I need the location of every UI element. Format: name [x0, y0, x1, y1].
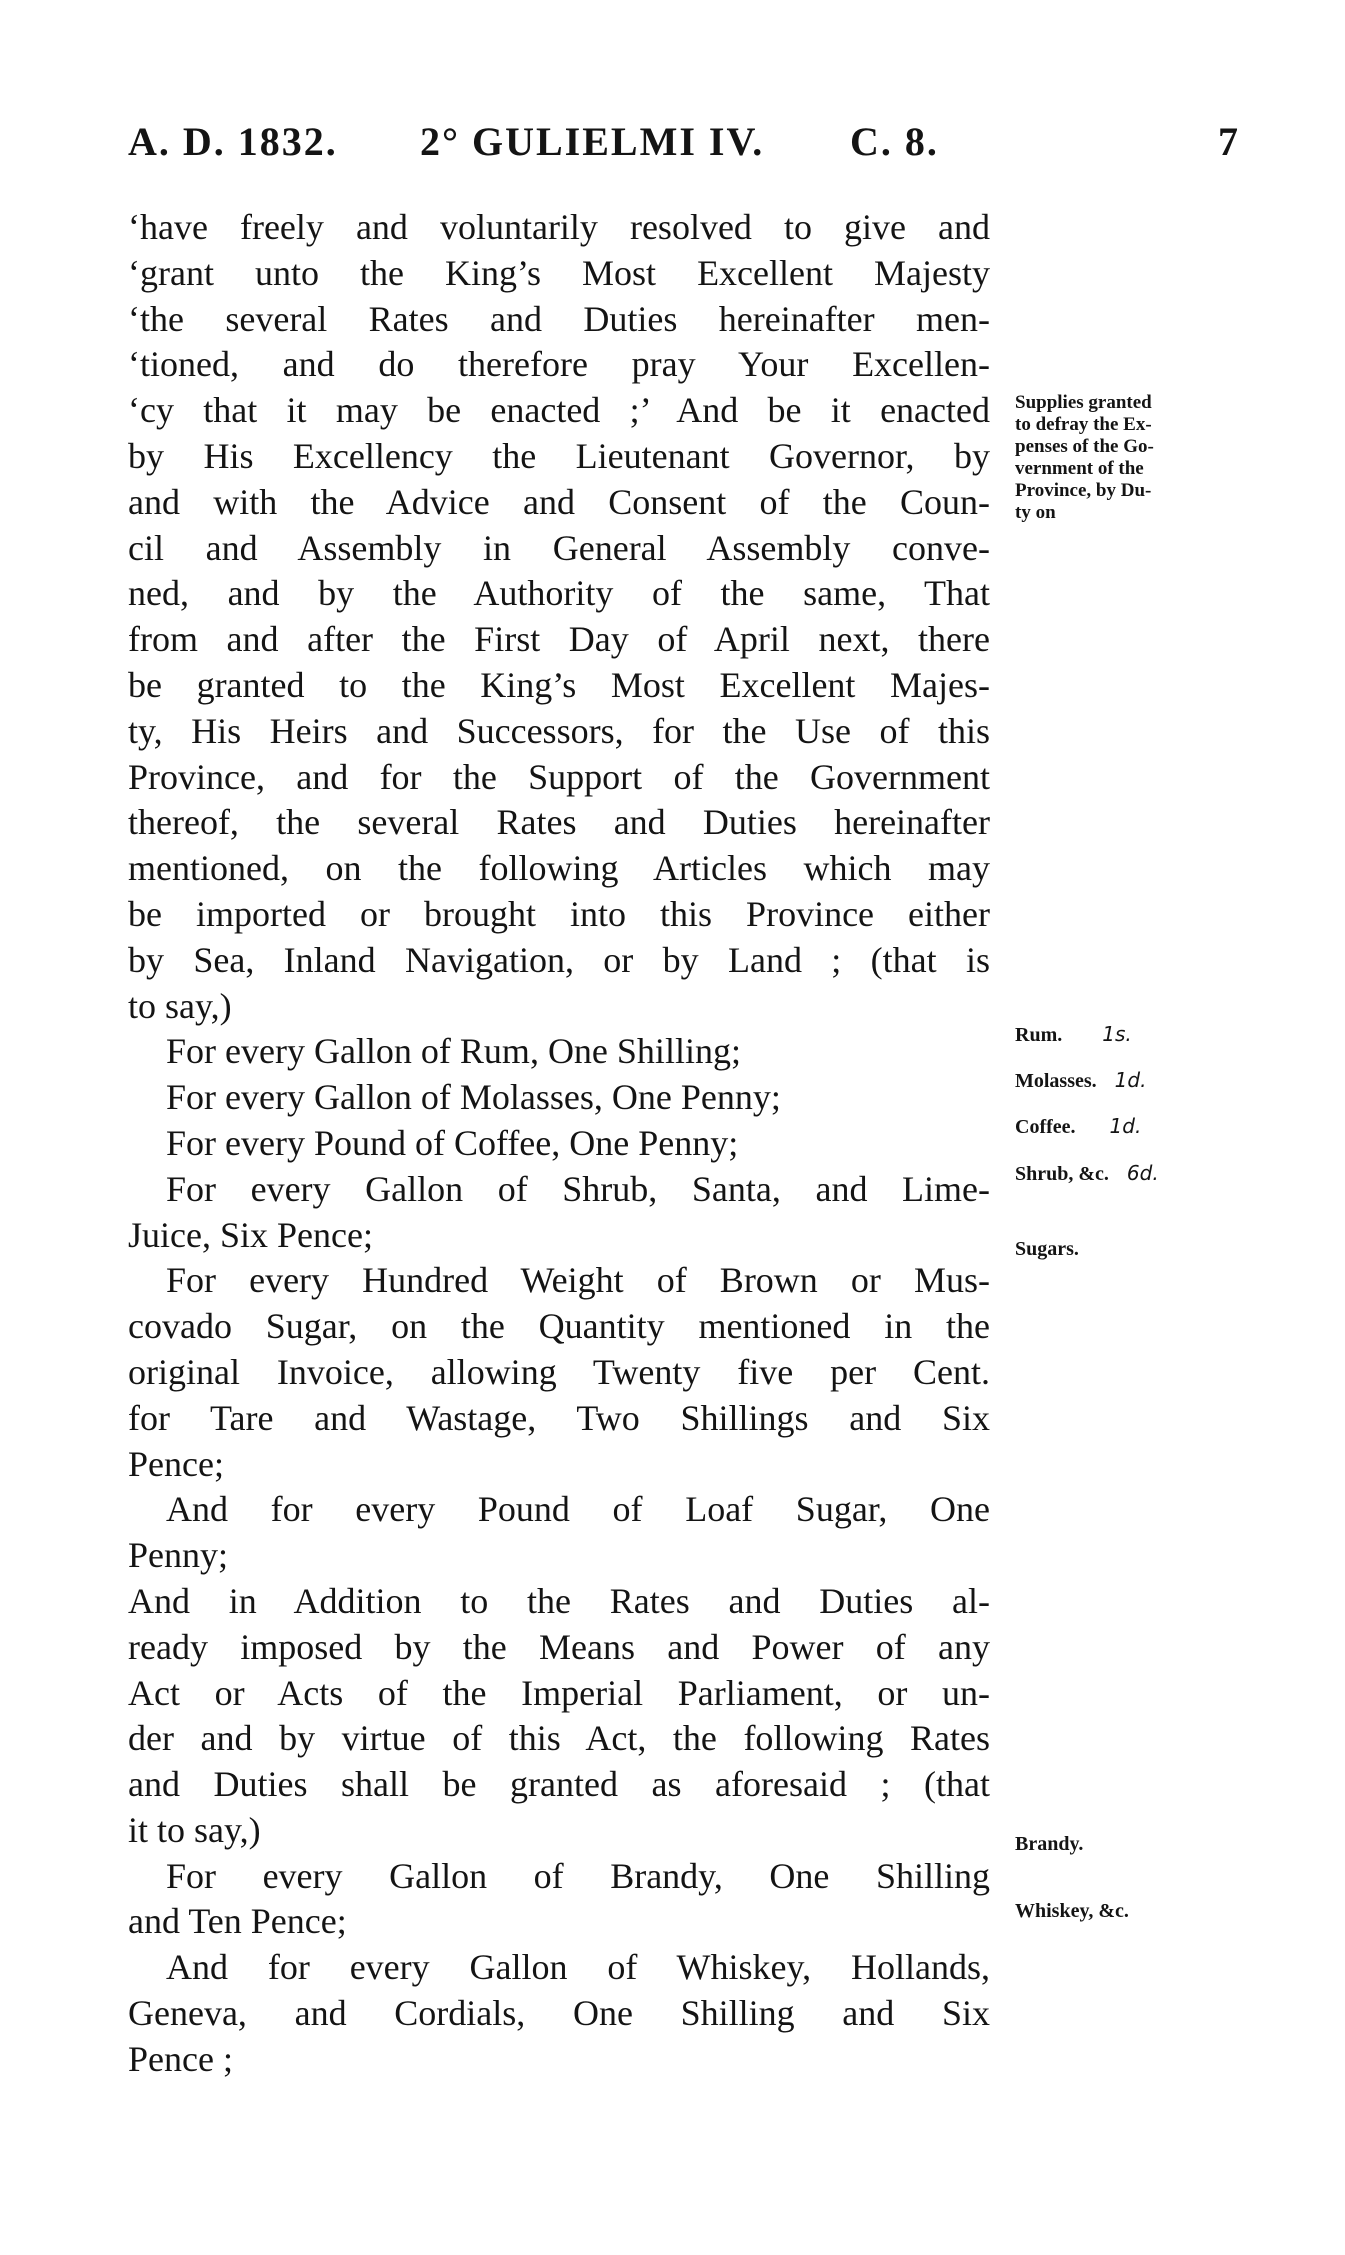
margin-note-brandy: Brandy. [1015, 1833, 1084, 1855]
text-line: to say,) [128, 985, 232, 1026]
text-line: And in Addition to the Rates and Duties al- [128, 1580, 990, 1621]
margin-note-supplies [1015, 392, 1154, 524]
text-line: ‘have freely and voluntarily resolved to give and [128, 207, 990, 247]
margin-note-rate: 1d. [1114, 1068, 1147, 1092]
text-line: be imported or brought into this Province either [128, 893, 990, 934]
margin-note-shrub [1015, 1161, 1159, 1186]
text-line: For every Gallon of Shrub, Santa, and Lime- [166, 1168, 990, 1209]
text-line: For every Gallon of Brandy, One Shilling [166, 1855, 990, 1896]
text-line: ‘cy that it may be enacted ;’ And be it enacted [128, 390, 990, 431]
text-line: by Sea, Inland Navigation, or by Land ; (that is [128, 939, 990, 980]
text-line: For every Pound of Coffee, One Penny; [166, 1122, 739, 1163]
margin-note-whiskey: Whiskey, &c. [1015, 1900, 1129, 1922]
text-line: Pence ; [128, 2038, 233, 2079]
text-line: ty, His Heirs and Successors, for the Use of this [128, 710, 990, 751]
header-reign: 2° GULIELMI IV. [420, 119, 765, 164]
text-line: ned, and by the Authority of the same, That [128, 573, 990, 614]
margin-note-rate: 6d. [1126, 1161, 1159, 1185]
text-line: mentioned, on the following Articles which may [128, 848, 990, 889]
text-line: be granted to the King’s Most Excellent Majes- [128, 664, 990, 705]
margin-note-line: Province, by Du- [1015, 480, 1152, 501]
text-line: and with the Advice and Consent of the Coun- [128, 481, 990, 522]
text-line: Juice, Six Pence; [128, 1214, 373, 1255]
text-line: for Tare and Wastage, Two Shillings and Six [128, 1397, 990, 1438]
text-line: ‘grant unto the King’s Most Excellent Majesty [128, 252, 990, 293]
text-line: For every Hundred Weight of Brown or Mus- [166, 1260, 990, 1301]
text-line: And for every Pound of Loaf Sugar, One [166, 1489, 990, 1530]
text-line: der and by virtue of this Act, the following Rates [128, 1718, 990, 1759]
margin-note-label: Coffee. [1015, 1116, 1076, 1138]
margin-note-line: Supplies granted [1015, 392, 1152, 413]
margin-note-rate: 1s. [1102, 1022, 1132, 1046]
margin-note-sugars: Sugars. [1015, 1238, 1079, 1260]
margin-note-line: ty on [1015, 502, 1056, 523]
text-line: thereof, the several Rates and Duties hereinafter [128, 802, 990, 843]
text-line: For every Gallon of Molasses, One Penny; [166, 1077, 781, 1118]
margin-note-line: penses of the Go- [1015, 436, 1154, 457]
text-line: ‘tioned, and do therefore pray Your Excellen- [128, 344, 990, 385]
margin-note-label: Rum. [1015, 1024, 1063, 1046]
text-line: covado Sugar, on the Quantity mentioned in the [128, 1306, 990, 1347]
header-chapter: C. 8. [850, 119, 939, 164]
text-line: Act or Acts of the Imperial Parliament, or un- [128, 1672, 990, 1713]
text-line: Geneva, and Cordials, One Shilling and Six [128, 1993, 990, 2034]
text-line: ‘the several Rates and Duties hereinafter men- [128, 298, 990, 339]
text-line: ready imposed by the Means and Power of any [128, 1626, 990, 1667]
margin-note-rate: 1d. [1109, 1114, 1142, 1138]
margin-note-coffee [1015, 1114, 1141, 1139]
running-header [128, 118, 1248, 168]
margin-note-label: Molasses. [1015, 1070, 1097, 1092]
text-line: original Invoice, allowing Twenty five per Cent. [128, 1351, 990, 1392]
text-line: and Duties shall be granted as aforesaid ; (that [128, 1764, 990, 1805]
text-line: it to say,) [128, 1809, 261, 1850]
statute-text [128, 205, 990, 2083]
text-line: And for every Gallon of Whiskey, Hollands, [166, 1947, 990, 1988]
text-line: from and after the First Day of April next, there [128, 619, 990, 660]
text-line: Pence; [128, 1443, 224, 1484]
text-line: Penny; [128, 1535, 229, 1576]
margin-note-label: Shrub, &c. [1015, 1163, 1109, 1185]
margin-note-line: vernment of the [1015, 458, 1144, 479]
text-line: Province, and for the Support of the Government [128, 756, 990, 797]
text-line: For every Gallon of Rum, One Shilling; [166, 1031, 741, 1072]
text-line: cil and Assembly in General Assembly conve- [128, 527, 990, 568]
margin-note-line: to defray the Ex- [1015, 414, 1152, 435]
text-line: by His Excellency the Lieutenant Governor, by [128, 435, 990, 476]
page-number: 7 [1218, 119, 1240, 164]
margin-note-molasses [1015, 1068, 1146, 1093]
header-year: A. D. 1832. [128, 119, 338, 164]
text-line: and Ten Pence; [128, 1901, 347, 1942]
margin-note-rum [1015, 1022, 1132, 1047]
